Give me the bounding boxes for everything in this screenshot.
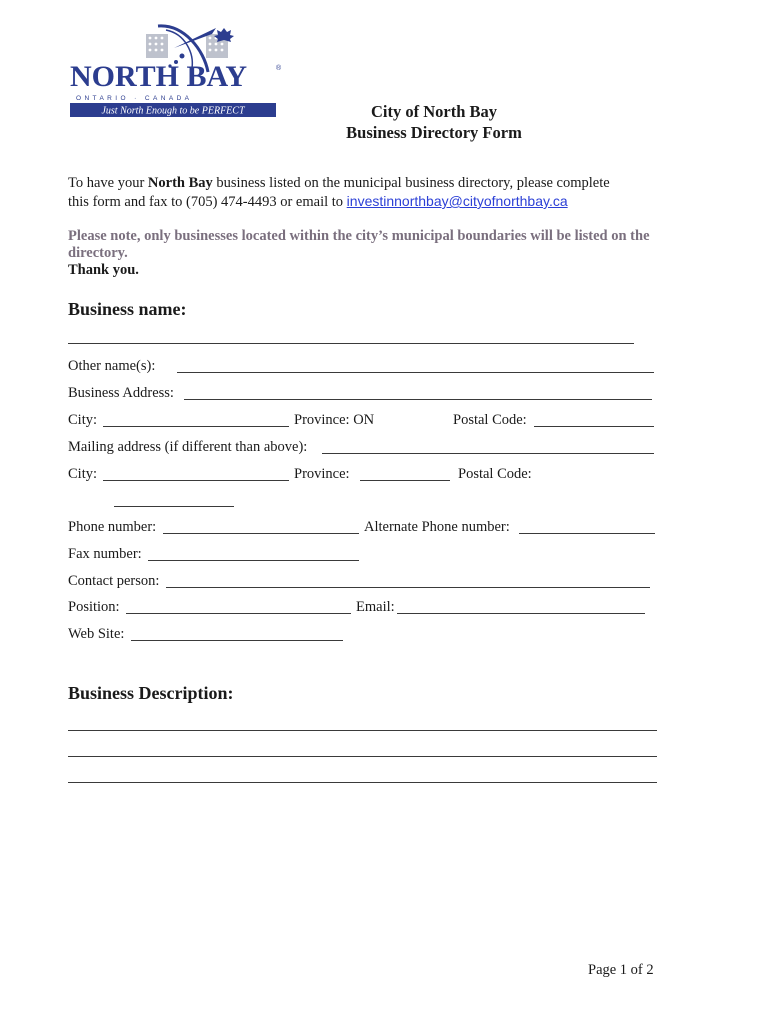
form-subtitle: Business Directory Form	[346, 123, 522, 142]
logo-wordmark: NORTH BAY	[70, 60, 248, 93]
phone-label: Phone number:	[68, 519, 157, 535]
mailing-address-field[interactable]	[322, 453, 654, 454]
page-number: Page 1 of 2	[588, 962, 654, 978]
mailing-city-label: City:	[68, 466, 98, 482]
business-address-label: Business Address:	[68, 385, 174, 401]
intro-line-1: To have your North Bay business listed on the municipal business directory, please complete	[68, 175, 610, 191]
description-line-1[interactable]	[68, 730, 657, 731]
alt-phone-field[interactable]	[519, 533, 655, 534]
svg-text:®: ®	[276, 65, 282, 72]
intro-bold-city: North Bay	[147, 175, 213, 191]
email-label: Email:	[356, 599, 395, 615]
business-address-field[interactable]	[184, 399, 652, 400]
other-names-label: Other name(s):	[68, 358, 156, 374]
logo-subtitle: ONTARIO · CANADA	[76, 95, 193, 102]
mailing-postal-code-label: Postal Code:	[458, 466, 532, 482]
notice-text: Please note, only businesses located within the city’s municipal boundaries will be listed on the directory.	[68, 228, 650, 261]
contact-field[interactable]	[166, 587, 650, 588]
description-line-2[interactable]	[68, 756, 657, 757]
postal-code-label: Postal Code:	[453, 412, 527, 428]
business-name-field[interactable]	[68, 343, 634, 344]
website-label: Web Site:	[68, 626, 125, 642]
mailing-province-field[interactable]	[360, 480, 450, 481]
position-field[interactable]	[126, 613, 351, 614]
mailing-city-field[interactable]	[103, 480, 289, 481]
form-title: City of North Bay	[370, 102, 498, 121]
contact-label: Contact person:	[68, 573, 160, 589]
province-label: Province: ON	[294, 412, 375, 428]
position-label: Position:	[68, 599, 120, 615]
logo-tagline: Just North Enough to be PERFECT	[101, 105, 245, 117]
mailing-province-label: Province:	[294, 466, 350, 482]
business-name-heading: Business name:	[68, 299, 187, 319]
city-field[interactable]	[103, 426, 289, 427]
website-field[interactable]	[131, 640, 343, 641]
thank-you-text: Thank you.	[68, 262, 139, 278]
fax-label: Fax number:	[68, 546, 142, 562]
intro-line-2: this form and fax to (705) 474-4493 or email to investinnorthbay@cityofnorthbay.ca	[68, 193, 568, 210]
business-description-heading: Business Description:	[68, 683, 234, 703]
email-link[interactable]: investinnorthbay@cityofnorthbay.ca	[346, 193, 568, 209]
other-names-field[interactable]	[177, 372, 654, 373]
description-line-3[interactable]	[68, 782, 657, 783]
mailing-address-label: Mailing address (if different than above):	[68, 439, 308, 455]
city-label: City:	[68, 412, 98, 428]
email-field[interactable]	[397, 613, 645, 614]
phone-field[interactable]	[163, 533, 359, 534]
fax-field[interactable]	[148, 560, 359, 561]
postal-code-field[interactable]	[534, 426, 654, 427]
alt-phone-label: Alternate Phone number:	[364, 519, 510, 535]
mailing-postal-code-field[interactable]	[114, 506, 234, 507]
